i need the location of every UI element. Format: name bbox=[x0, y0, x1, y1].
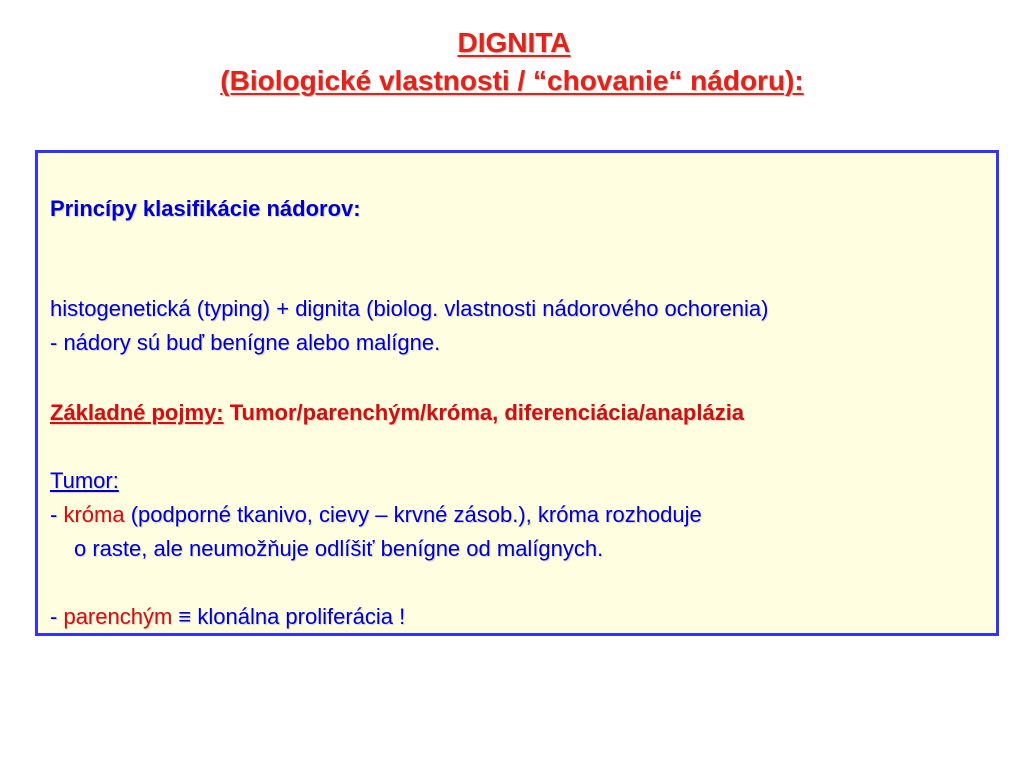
parenchyma-dash: - bbox=[50, 604, 64, 629]
benign-malign-line: - nádory sú buď benígne alebo malígne. bbox=[50, 330, 441, 355]
stroma-dash: - bbox=[50, 502, 64, 527]
classification-line: histogenetická (typing) + dignita (biolog. vlastnosti nádorového ochorenia) bbox=[50, 296, 769, 321]
stroma-line bbox=[50, 501, 702, 529]
stroma-description-continued: o raste, ale neumožňuje odlíšiť benígne od malígnych. bbox=[74, 536, 604, 561]
parenchyma-line bbox=[50, 603, 405, 631]
box-heading: Princípy klasifikácie nádorov: bbox=[50, 196, 361, 221]
title-line-dignita: DIGNITA bbox=[457, 27, 571, 58]
basic-terms-label: Základné pojmy: bbox=[50, 400, 224, 425]
slide-title bbox=[0, 26, 1024, 98]
basic-terms-line bbox=[50, 399, 744, 427]
stroma-description: (podporné tkanivo, cievy – krvné zásob.), króma rozhoduje bbox=[124, 502, 702, 527]
basic-terms-value: Tumor/parenchým/króma, diferenciácia/anaplázia bbox=[223, 400, 745, 425]
parenchyma-term: parenchým bbox=[63, 604, 173, 629]
content-box bbox=[35, 150, 999, 636]
stroma-term: króma bbox=[63, 502, 125, 527]
parenchyma-description: ≡ klonálna proliferácia ! bbox=[172, 604, 406, 629]
title-line-subtitle: (Biologické vlastnosti / “chovanie“ nádoru): bbox=[220, 65, 804, 96]
tumor-label: Tumor: bbox=[50, 468, 119, 493]
